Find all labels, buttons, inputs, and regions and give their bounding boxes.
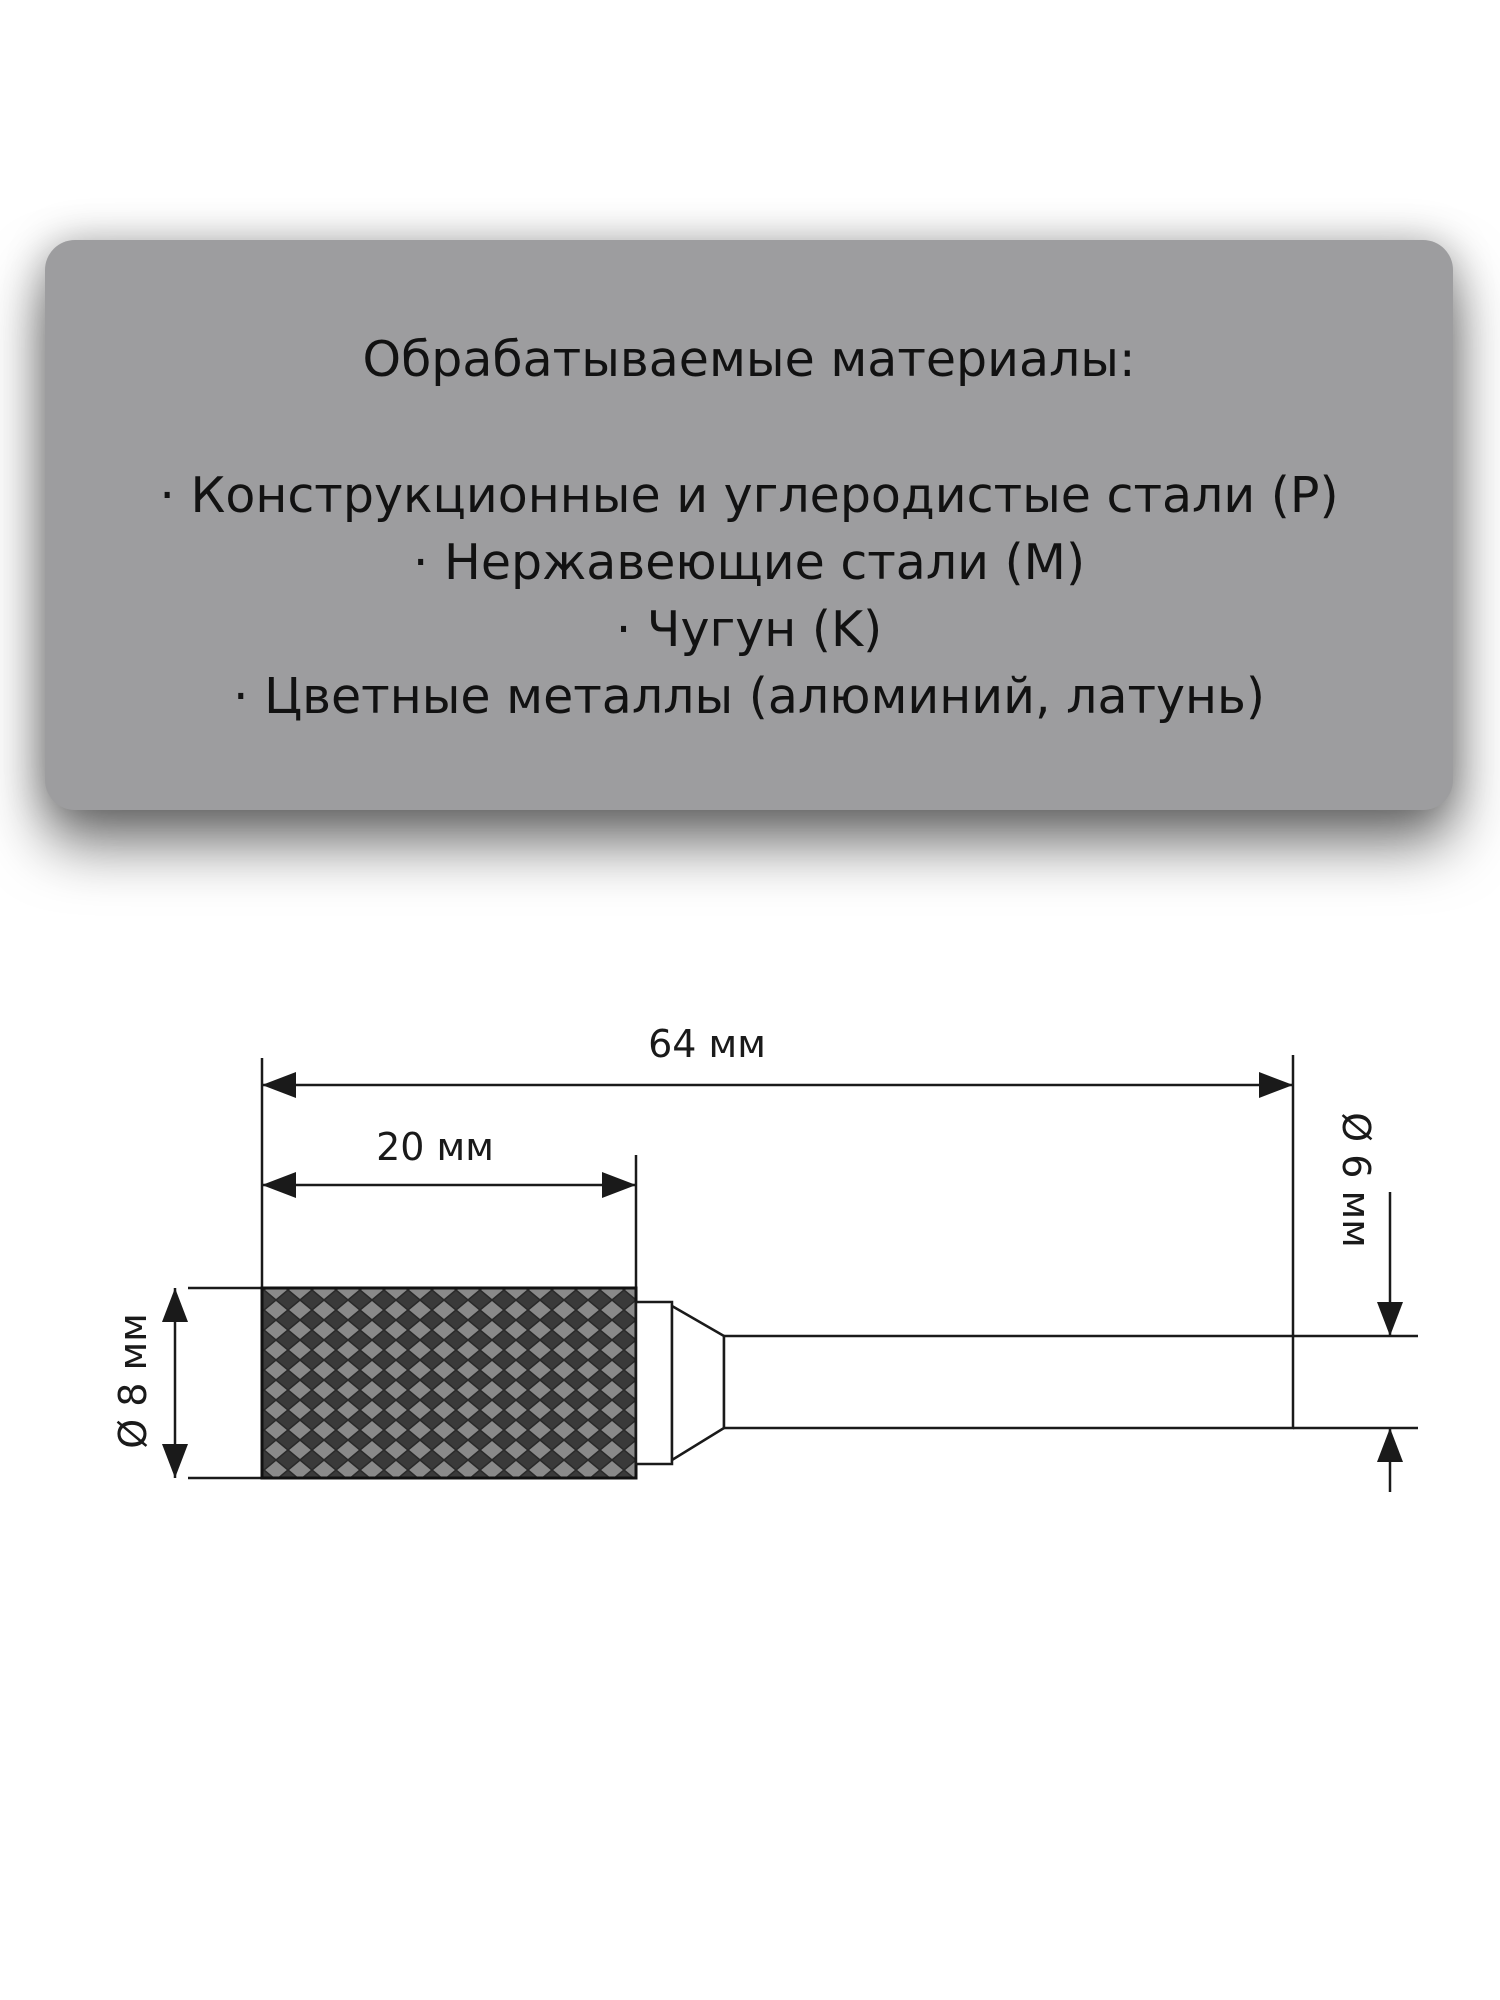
head-diameter-label: Ø 8 мм [111, 1313, 155, 1449]
burr-neck [636, 1302, 672, 1464]
material-item-steel: · Конструкционные и углеродистые стали (P) [159, 467, 1339, 524]
head-length-label: 20 мм [376, 1125, 494, 1169]
head-length-dimension [262, 1172, 636, 1198]
burr-head [262, 1288, 636, 1478]
total-length-label: 64 мм [648, 1022, 766, 1066]
material-item-cast-iron: · Чугун (K) [615, 601, 883, 658]
materials-title: Обрабатываемые материалы: [362, 331, 1136, 388]
burr-taper [672, 1306, 724, 1460]
total-length-dimension [262, 1072, 1293, 1098]
shank-diameter-dimension [1377, 1192, 1403, 1492]
shank-diameter-label: Ø 6 мм [1334, 1112, 1378, 1248]
material-item-stainless: · Нержавеющие стали (M) [412, 534, 1086, 591]
burr-tool [262, 1288, 1293, 1478]
material-item-nonferrous: · Цветные металлы (алюминий, латунь) [232, 668, 1266, 725]
head-diameter-dimension [162, 1288, 188, 1478]
burr-shank [724, 1336, 1293, 1428]
